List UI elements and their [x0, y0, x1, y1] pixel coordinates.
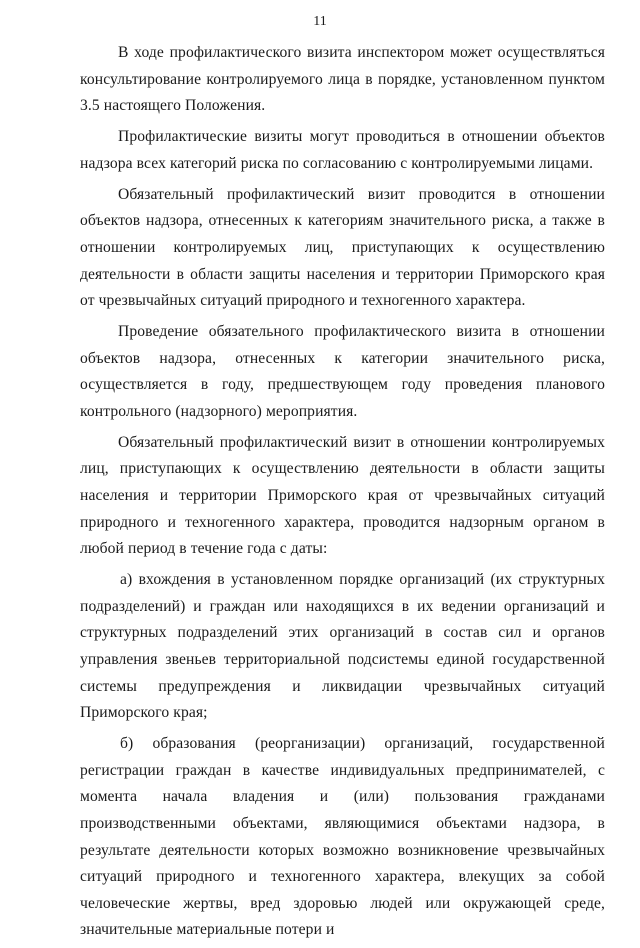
paragraph-visit-timing: Проведение обязательного профилактического визита в отношении объектов надзора, отнесенных к категории значительного риска, осуществляется в году, предшествующем году проведения планового контрольного (надзорного) мероприятия. [80, 323, 605, 420]
document-body [80, 40, 605, 948]
paragraph-consultation: В ходе профилактического визита инспектором может осуществляться консультирование контролируемого лица в порядке, установленном пунктом 3.5 настоящего Положения. [80, 44, 605, 115]
list-item-a: а) вхождения в установленном порядке организаций (их структурных подразделений) и граждан или находящихся в их ведении организаций и структурных подразделений этих организаций в состав сил и органов управления звеньев территориальной подсистемы единой государственной системы предупреждения и ликвидации чрезвычайных ситуаций Приморского края; [80, 571, 605, 722]
page-number: 11 [313, 14, 327, 29]
paragraph-mandatory-visit: Обязательный профилактический визит проводится в отношении объектов надзора, отнесенных к категориям значительного риска, а также в отношении контролируемых лиц, приступающих к осуществлению деятельности в области защиты населения и территории Приморского края от чрезвычайных ситуаций природного и техногенного характера. [80, 185, 605, 310]
paragraph-mandatory-visit-period: Обязательный профилактический визит в отношении контролируемых лиц, приступающих к осуществлению деятельности в области защиты населения и территории Приморского края от чрезвычайных ситуаций природного и техногенного характера, проводится надзорным органом в любой период в течение года с даты: [80, 433, 605, 558]
paragraph-visit-categories: Профилактические визиты могут проводиться в отношении объектов надзора всех категорий риска по согласованию с контролируемыми лицами. [80, 128, 605, 172]
list-item-b: б) образования (реорганизации) организаций, государственной регистрации граждан в качестве индивидуальных предпринимателей, с момента начала владения и (или) пользования гражданами производственными объектами, являющимися объектами надзора, в результате деятельности которых возможно возникновение чрезвычайных ситуаций природного и техногенного характера, влекущих за собой человеческие жертвы, вред здоровью людей или окружающей среде, значительные материальные потери и [80, 735, 605, 939]
